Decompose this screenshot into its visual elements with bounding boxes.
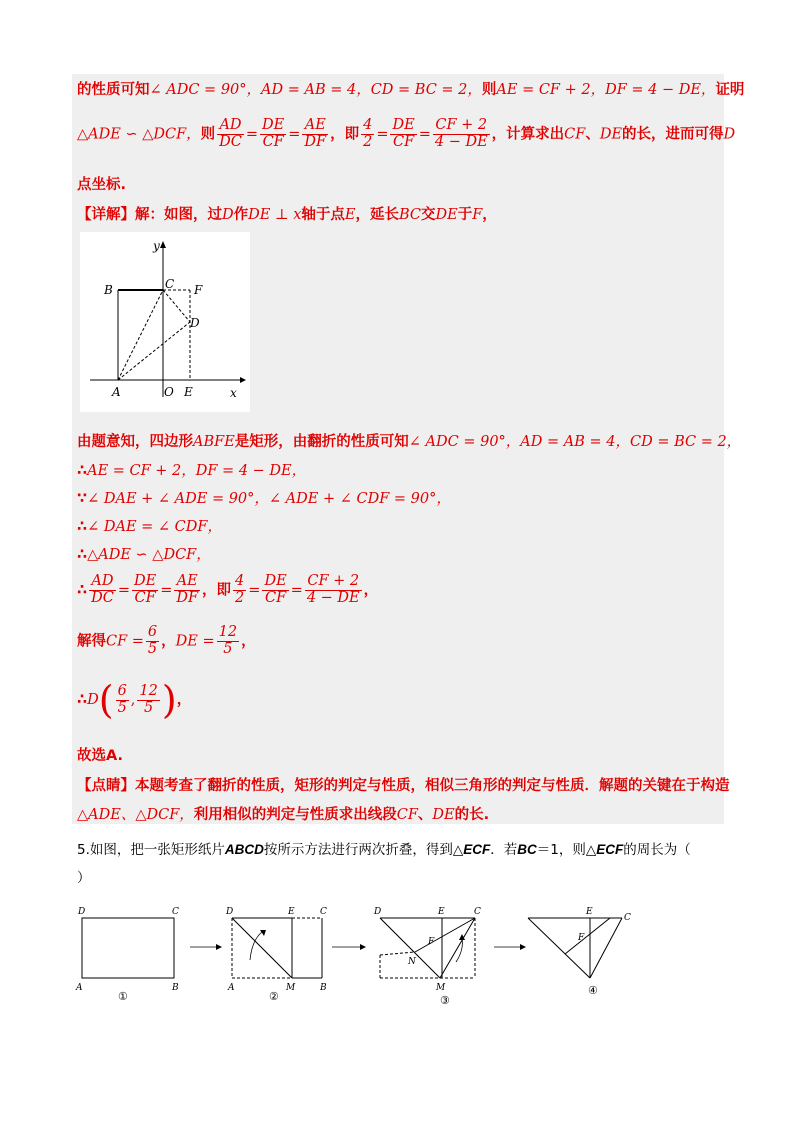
fold-step-2 [225,907,327,1003]
fold-step-4 [528,907,631,997]
fold4-label-c: C [624,913,631,923]
point-label-a: A [112,385,121,399]
question-5-line-1: 5.如图，把一张矩形纸片ABCD按所示方法进行两次折叠，得到△ECF．若BC＝1，则△ECF的周长为（ [77,842,691,858]
fold2-label-a: A [228,983,235,993]
fraction: $\frac{6}{5}$ [117,682,127,716]
arrow-1 [190,944,222,950]
fold1-label-a: A [76,983,83,993]
fold2-caption: ② [269,990,279,1003]
fold3-label-n: N [408,957,416,967]
step-4: ∴∠ DAE = ∠ CDF， [77,519,222,535]
step-6: ∴ $\frac{AD}{DC}$ = $\frac{DE}{CF}$ = $\frac{AE}{DF}$ ，即 $\frac{4}{2}$ = $\frac{DE}{CF}$ = $\frac{CF + 2}{4 - DE}$ ， [77,573,379,606]
comment-line-2: △ADE、△DCF，利用相似的判定与性质求出线段CF、DE的长. [77,807,490,823]
fraction: $\frac{AD}{DC}$ [91,573,114,606]
fold3-label-c: C [474,907,481,917]
fold4-caption: ④ [588,984,598,997]
fraction: $\frac{4}{2}$ [363,117,373,150]
fold-step-1 [75,907,179,1003]
fraction: $\frac{CF + 2}{4 - DE}$ [306,573,360,606]
fraction: $\frac{AE}{DF}$ [304,117,327,150]
fold1-label-c: C [172,907,179,917]
fraction: $\frac{6}{5}$ [147,624,158,657]
fold2-label-e: E [288,907,295,917]
fold2-label-b: B [320,983,327,993]
point-label-o: O [164,385,174,399]
fold3-caption: ③ [440,994,450,1007]
fold2-label-c: C [320,907,327,917]
fold1-label-b: B [172,983,179,993]
fraction: $\frac{AD}{DC}$ [219,117,242,150]
step-8: ∴D( $\frac{6}{5}$ , $\frac{12}{5}$ )， [77,678,192,722]
fraction: $\frac{DE}{CF}$ [133,573,157,606]
fraction: $\frac{12}{5}$ [218,624,238,657]
fraction: $\frac{4}{2}$ [235,573,245,606]
fold-step-3 [373,907,481,1007]
point-label-d: D [190,316,200,330]
step-2: ∴AE = CF + 2，DF = 4 − DE， [77,463,307,479]
analysis-line-1: 的性质可知∠ ADC = 90°，AD = AB = 4，CD = BC = 2，则AE = CF + 2，DF = 4 − DE，证明 [77,82,745,98]
fraction: $\frac{CF + 2}{4 - DE}$ [434,117,488,150]
step-1: 由题意知，四边形ABFE是矩形，由翻折的性质可知∠ ADC = 90°，AD = AB = 4，CD = BC = 2， [77,434,742,450]
fold2-label-d: D [226,907,234,917]
arrow-2 [332,944,366,950]
step-5: ∴△ADE ∽ △DCF， [77,547,211,563]
fraction: $\frac{AE}{DF}$ [176,573,199,606]
fold4-label-e: E [586,907,593,917]
point-label-c: C [165,277,175,291]
fold3-label-d: D [374,907,382,917]
comment-line-1: 【点睛】本题考查了翻折的性质，矩形的判定与性质，相似三角形的判定与性质．解题的关键在于构造 [77,778,730,794]
folding-diagrams [70,900,710,1020]
step-9: 故选A. [77,748,123,764]
fold3-label-f: F [428,937,435,947]
fraction: $\frac{12}{5}$ [139,682,158,716]
question-5-line-2: ） [77,870,91,886]
fold4-label-f: F [578,933,585,943]
fraction: $\frac{DE}{CF}$ [392,117,415,150]
detail-heading: 【详解】解：如图，过D作DE ⊥ x轴于点E，延长BC交DE于F， [77,207,497,223]
x-axis-label: x [230,386,237,400]
point-label-e: E [184,385,193,399]
point-label-b: B [104,283,113,297]
fold3-label-e: E [438,907,445,917]
fold1-label-d: D [78,907,86,917]
step-7: 解得CF = $\frac{6}{5}$ ，DE = $\frac{12}{5}$ ， [77,624,256,657]
analysis-line-2: △ADE ∽ △DCF，则 $\frac{AD}{DC}$ = $\frac{DE}{CF}$ = $\frac{AE}{DF}$ ，即 $\frac{4}{2}$ = $\frac{DE}{CF}$ = $\frac{CF + 2}{4 - DE}$ ，计算求出CF、DE的长，进而可得D [77,117,736,150]
coordinate-figure [80,232,250,412]
arrow-3 [494,944,526,950]
fold1-caption: ① [118,990,128,1003]
fraction: $\frac{DE}{CF}$ [262,117,285,150]
analysis-line-3: 点坐标. [77,177,127,193]
fold3-label-m: M [436,983,446,993]
fold2-label-m: M [286,983,296,993]
step-3: ∵∠ DAE + ∠ ADE = 90°，∠ ADE + ∠ CDF = 90°， [77,491,451,507]
fraction: $\frac{DE}{CF}$ [264,573,287,606]
y-axis-label: y [153,239,160,253]
point-label-f: F [194,283,203,297]
